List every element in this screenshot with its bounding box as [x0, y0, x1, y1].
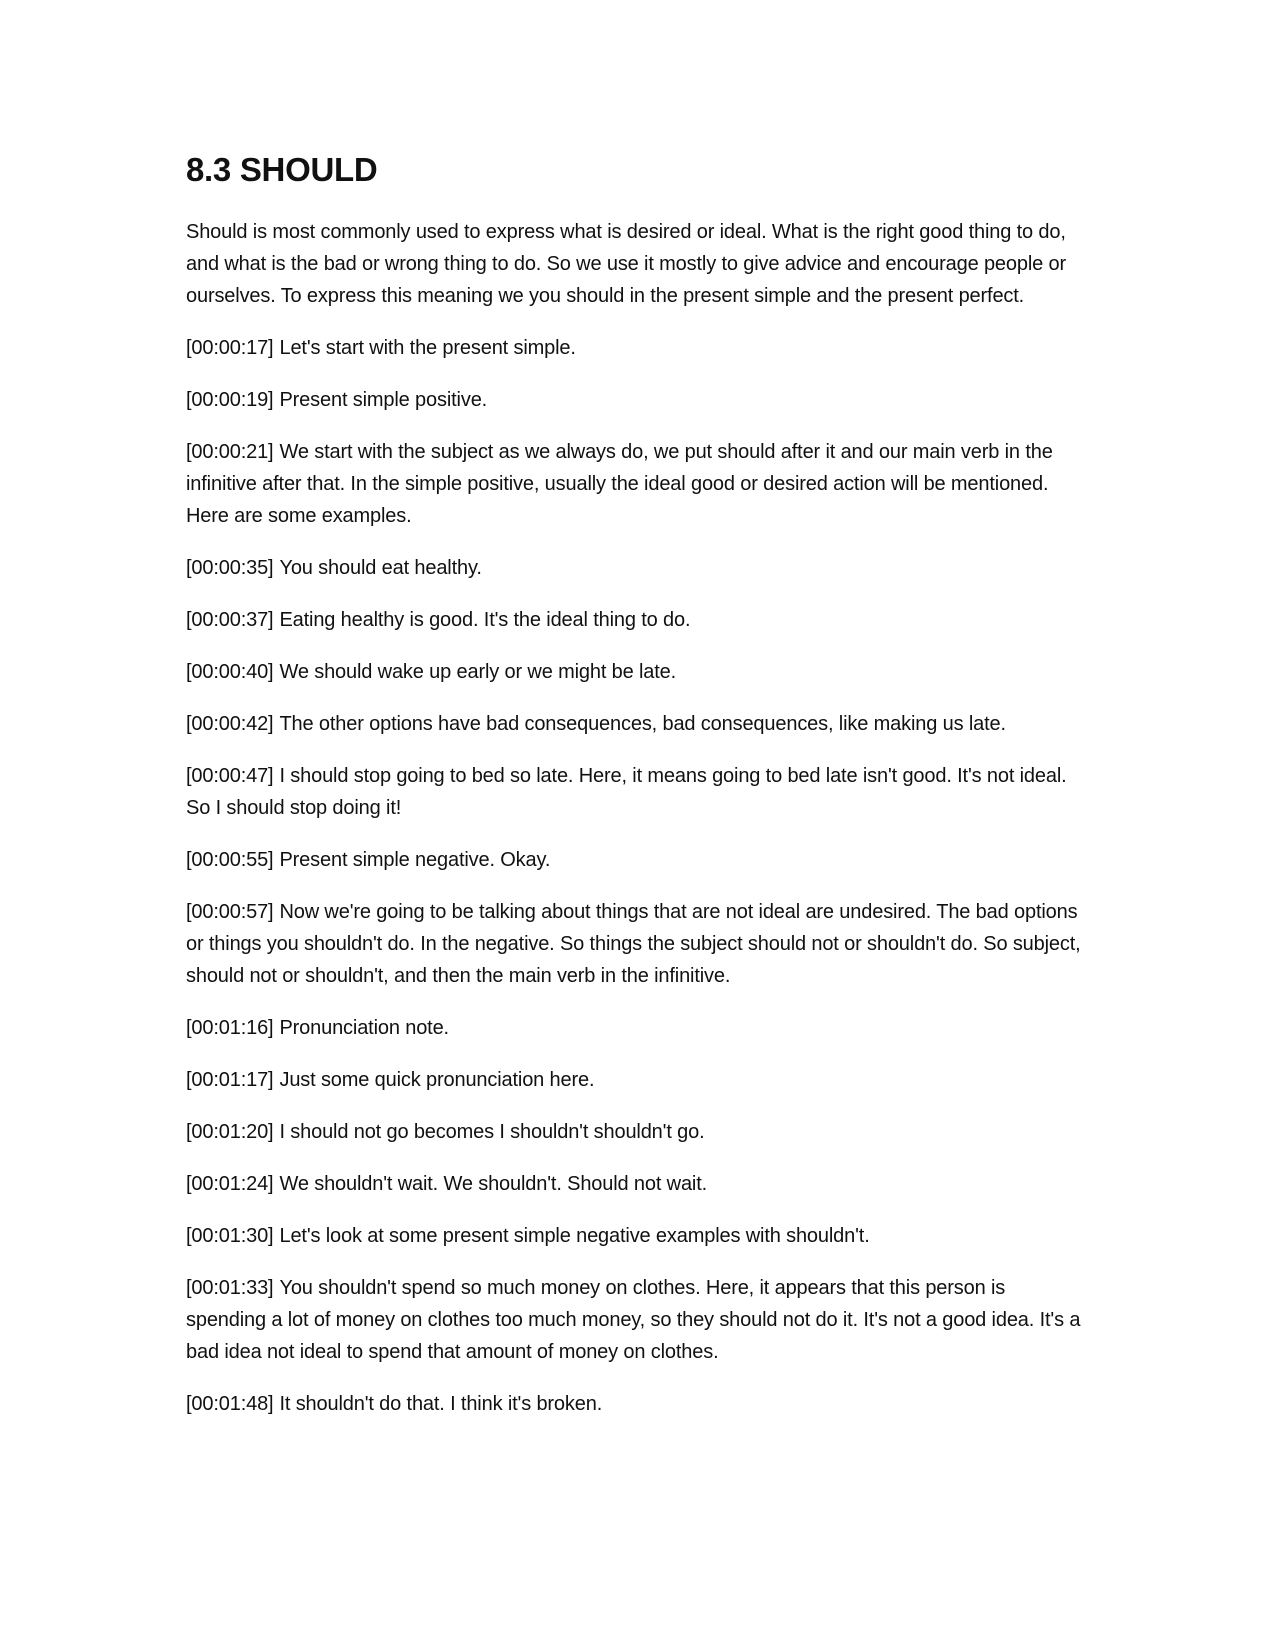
section-title: 8.3 SHOULD	[186, 151, 378, 188]
transcript	[186, 332, 1086, 1420]
transcript-text: We start with the subject as we always do, we put should after it and our main verb in the infinitive after that. In the simple positive, usually the ideal good or desired action will be mentioned. Here are some examples.	[186, 441, 1053, 527]
transcript-text: I should not go becomes I shouldn't shouldn't go.	[279, 1121, 705, 1143]
transcript-text: Present simple positive.	[279, 389, 488, 411]
timestamp: [00:01:17]	[186, 1069, 274, 1091]
transcript-paragraph	[186, 332, 1086, 364]
transcript-text: I should stop going to bed so late. Here, it means going to bed late isn't good. It's not ideal. So I should stop doing it!	[186, 765, 1067, 819]
transcript-text: Just some quick pronunciation here.	[279, 1069, 595, 1091]
transcript-paragraph	[186, 1116, 1086, 1148]
transcript-text: Let's look at some present simple negative examples with shouldn't.	[279, 1225, 870, 1247]
transcript-paragraph	[186, 1064, 1086, 1096]
timestamp: [00:00:57]	[186, 901, 274, 923]
transcript-paragraph	[186, 1012, 1086, 1044]
timestamp: [00:00:55]	[186, 849, 274, 871]
transcript-paragraph	[186, 1272, 1086, 1368]
transcript-text: Let's start with the present simple.	[279, 337, 576, 359]
transcript-paragraph	[186, 760, 1086, 824]
timestamp: [00:00:19]	[186, 389, 274, 411]
timestamp: [00:01:33]	[186, 1277, 274, 1299]
transcript-paragraph	[186, 844, 1086, 876]
transcript-paragraph	[186, 436, 1086, 532]
timestamp: [00:01:48]	[186, 1393, 274, 1415]
timestamp: [00:01:24]	[186, 1173, 274, 1195]
document-page	[186, 150, 1086, 1440]
transcript-text: Present simple negative. Okay.	[279, 849, 551, 871]
timestamp: [00:00:35]	[186, 557, 274, 579]
timestamp: [00:01:30]	[186, 1225, 274, 1247]
timestamp: [00:00:40]	[186, 661, 274, 683]
transcript-paragraph	[186, 1220, 1086, 1252]
transcript-text: You should eat healthy.	[279, 557, 482, 579]
transcript-paragraph	[186, 656, 1086, 688]
transcript-paragraph	[186, 384, 1086, 416]
transcript-text: Now we're going to be talking about things that are not ideal are undesired. The bad options or things you shouldn't do. In the negative. So things the subject should not or shouldn't do. So subject, should not or shouldn't, and then the main verb in the infinitive.	[186, 901, 1081, 987]
intro-paragraph: Should is most commonly used to express what is desired or ideal. What is the right good thing to do, and what is the bad or wrong thing to do. So we use it mostly to give advice and encourage people or ourselves. To express this meaning we you should in the present simple and the present perfect.	[186, 221, 1067, 307]
transcript-paragraph	[186, 1388, 1086, 1420]
transcript-paragraph	[186, 1168, 1086, 1200]
timestamp: [00:00:42]	[186, 713, 274, 735]
transcript-text: We shouldn't wait. We shouldn't. Should not wait.	[279, 1173, 708, 1195]
transcript-text: It shouldn't do that. I think it's broken.	[279, 1393, 603, 1415]
timestamp: [00:01:20]	[186, 1121, 274, 1143]
timestamp: [00:01:16]	[186, 1017, 274, 1039]
transcript-paragraph	[186, 552, 1086, 584]
timestamp: [00:00:47]	[186, 765, 274, 787]
transcript-paragraph	[186, 896, 1086, 992]
timestamp: [00:00:17]	[186, 337, 274, 359]
transcript-text: The other options have bad consequences, bad consequences, like making us late.	[279, 713, 1006, 735]
transcript-text: You shouldn't spend so much money on clothes. Here, it appears that this person is spending a lot of money on clothes too much money, so they should not do it. It's not a good idea. It's a bad idea not ideal to spend that amount of money on clothes.	[186, 1277, 1081, 1363]
timestamp: [00:00:37]	[186, 609, 274, 631]
timestamp: [00:00:21]	[186, 441, 274, 463]
transcript-paragraph	[186, 604, 1086, 636]
transcript-text: Eating healthy is good. It's the ideal thing to do.	[279, 609, 691, 631]
transcript-text: Pronunciation note.	[279, 1017, 449, 1039]
transcript-text: We should wake up early or we might be late.	[279, 661, 677, 683]
transcript-paragraph	[186, 708, 1086, 740]
